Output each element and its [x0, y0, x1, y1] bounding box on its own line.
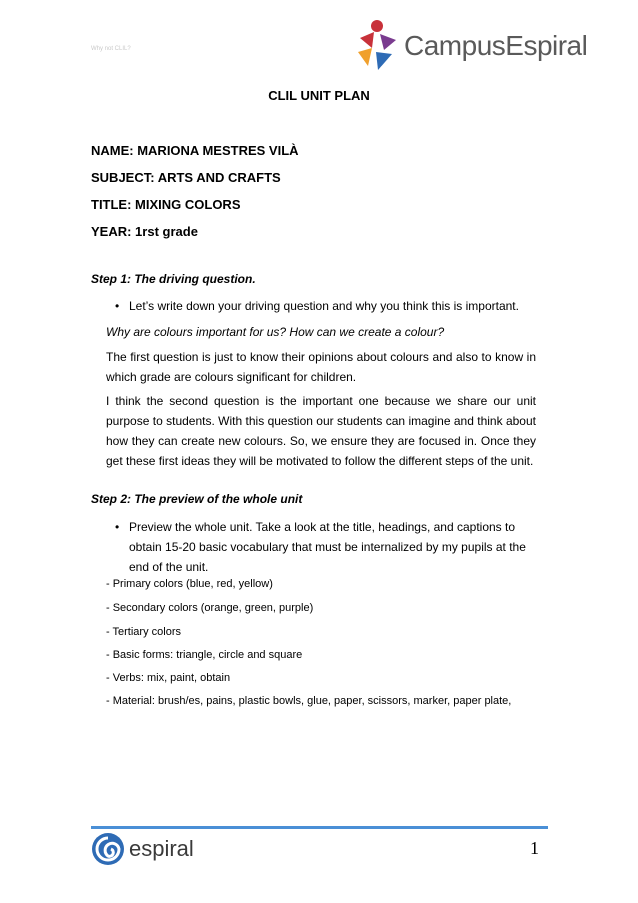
step1-bullet-text: Let’s write down your driving question and why you think this is important. — [129, 299, 519, 313]
campus-espiral-logo — [352, 18, 602, 74]
list-item: - Verbs: mix, paint, obtain — [106, 672, 231, 684]
footer-wordmark: espiral — [129, 836, 194, 861]
header-note: Why not CLIL? — [91, 46, 131, 52]
step2-bullet-text: Preview the whole unit. Take a look at the title, headings, and captions to obtain 15-20 basic vocabulary that must be internalized by my pupils at the end of the unit. — [129, 520, 526, 574]
list-item: - Secondary colors (orange, green, purple) — [106, 602, 314, 614]
step1-paragraph-2: I think the second question is the important one because we share our unit purpose to students. With this question our students can imagine and think about how they can create new colours. So, we ensure they are focused in. Once they get these first ideas they will be motivated to follow the different steps of the unit. — [106, 394, 536, 468]
bullet-icon: • — [115, 520, 120, 534]
page-number: 1 — [530, 838, 539, 858]
logo-wordmark: CampusEspiral — [404, 30, 588, 61]
step1-paragraph-1: The first question is just to know their opinions about colours and also to know in which grade are colours significant for children. — [106, 350, 536, 384]
subject-line: SUBJECT: ARTS AND CRAFTS — [91, 170, 281, 185]
step2-heading: Step 2: The preview of the whole unit — [91, 492, 303, 506]
espiral-swirl-icon — [91, 832, 125, 866]
list-item: - Basic forms: triangle, circle and square — [106, 649, 303, 661]
author-name: NAME: MARIONA MESTRES VILÀ — [91, 143, 299, 158]
step1-heading: Step 1: The driving question. — [91, 272, 256, 286]
espiral-footer-logo — [91, 830, 201, 870]
campus-espiral-logo-icon — [352, 18, 402, 74]
unit-title-line: TITLE: MIXING COLORS — [91, 197, 241, 212]
driving-question: Why are colours important for us? How can we create a colour? — [106, 325, 445, 339]
year-line: YEAR: 1rst grade — [91, 224, 198, 239]
list-item: - Material: brush/es, pains, plastic bowls, glue, paper, scissors, marker, paper plate, — [106, 695, 512, 707]
list-item: - Tertiary colors — [106, 626, 181, 638]
list-item: - Primary colors (blue, red, yellow) — [106, 578, 273, 590]
footer-divider — [91, 826, 548, 829]
bullet-icon: • — [115, 299, 120, 313]
document-title: CLIL UNIT PLAN — [268, 88, 370, 103]
